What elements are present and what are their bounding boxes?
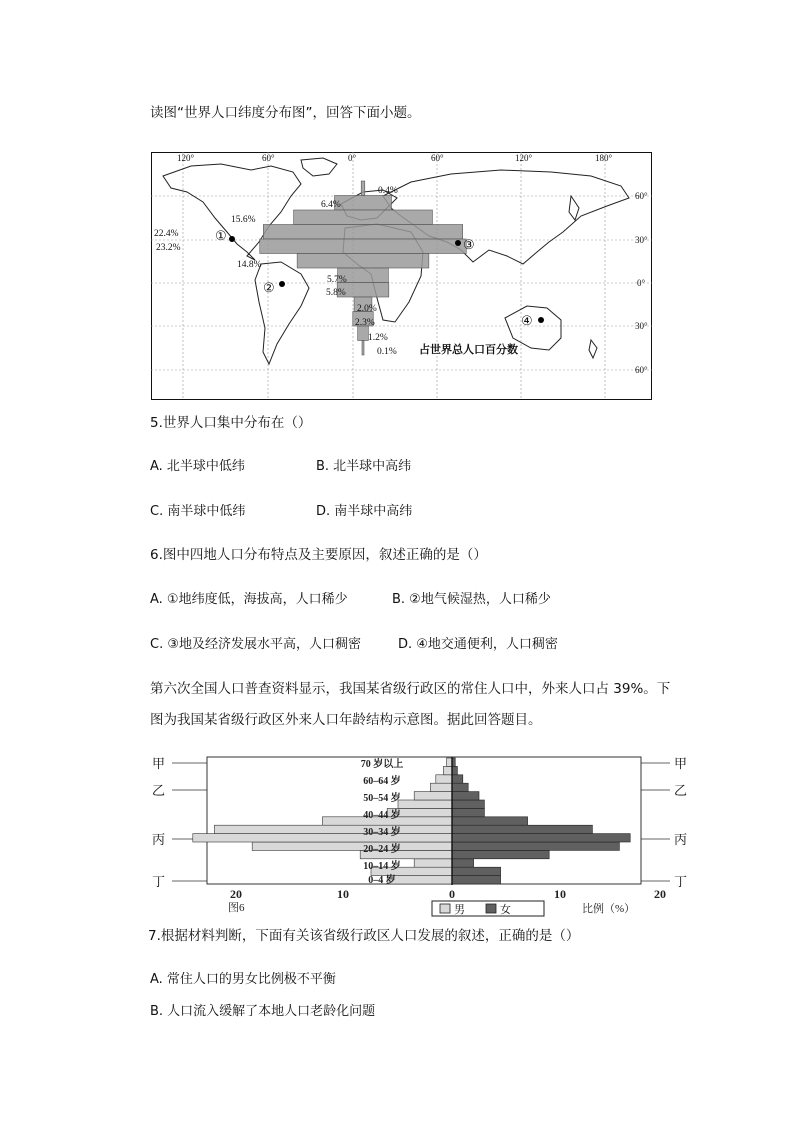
pct-label: 6.4% (321, 200, 341, 210)
pct-label: 0.1% (377, 347, 397, 357)
age-label: 10–14 岁 (363, 861, 401, 872)
latitude-bar (358, 326, 369, 341)
age-label: 30–34 岁 (363, 827, 401, 838)
pct-label: 5.7% (327, 275, 347, 285)
male-bar (443, 766, 452, 774)
female-bar (452, 800, 484, 808)
site-mark-1: ① (215, 228, 227, 243)
female-bar (452, 766, 457, 774)
lon-tick: 120° (177, 153, 195, 163)
male-bar (414, 859, 452, 867)
pct-label: 0.4% (378, 186, 398, 196)
latitude-bar (335, 196, 392, 211)
female-bar (452, 842, 619, 850)
intro-text: 读图“世界人口纬度分布图”，回答下面小题。 (150, 105, 421, 121)
lon-tick: 120° (515, 153, 533, 163)
lat-tick: 60° (635, 191, 648, 201)
x-tick: 20 (654, 887, 666, 901)
female-bar (452, 859, 474, 867)
row-label-yi: 乙 (152, 783, 166, 798)
passage-line-2: 图为我国某省级行政区外来人口年龄结构示意图。据此回答题目。 (150, 712, 542, 728)
latitude-bar (263, 225, 462, 240)
world-population-latitude-map (151, 152, 652, 400)
q6-option-b[interactable]: B. ②地气候湿热，人口稀少 (392, 592, 551, 607)
lon-tick: 60° (431, 153, 444, 163)
lat-tick: 30° (635, 321, 648, 331)
female-bar (452, 825, 592, 833)
pct-label: 15.6% (231, 215, 256, 225)
legend (432, 901, 544, 916)
latitude-bar (361, 181, 365, 196)
site-dot (538, 317, 544, 323)
female-bar (452, 775, 463, 783)
age-label: 40–44 岁 (363, 810, 401, 821)
age-label: 20–24 岁 (363, 844, 401, 855)
pyramid-bars (193, 757, 630, 885)
row-label-jia: 甲 (152, 756, 166, 771)
axis-label: 比例（%） (582, 903, 636, 915)
row-label-ding-right: 丁 (674, 874, 688, 889)
passage-line-1: 第六次全国人口普查资料显示，我国某省级行政区的常住人口中，外来人口占 39%。下 (150, 681, 671, 697)
male-bar (387, 876, 452, 884)
female-bar (452, 817, 528, 825)
female-bar (452, 867, 501, 875)
row-label-jia-right: 甲 (674, 756, 688, 771)
pct-label: 2.3% (355, 318, 375, 328)
male-bar (193, 834, 452, 842)
latitude-bar (362, 341, 364, 356)
lat-tick: 60° (635, 365, 648, 375)
q6-option-a[interactable]: A. ①地纬度低，海拔高，人口稀少 (150, 592, 348, 607)
female-bar (452, 850, 549, 858)
x-tick: 10 (337, 887, 349, 901)
pct-label: 1.2% (368, 333, 388, 343)
q7-option-a[interactable]: A. 常住人口的男女比例极不平衡 (150, 972, 336, 987)
legend-male-swatch (440, 904, 450, 913)
legend-female-label: 女 (500, 904, 511, 916)
q5-option-b[interactable]: B. 北半球中高纬 (316, 459, 412, 474)
age-label: 60–64 岁 (363, 776, 401, 787)
pct-label: 22.4% (154, 229, 179, 239)
female-bar (452, 834, 630, 842)
site-mark-3: ③ (463, 237, 475, 252)
site-dot (229, 236, 235, 242)
q5-option-a[interactable]: A. 北半球中低纬 (150, 459, 245, 474)
row-label-ding: 丁 (152, 874, 166, 889)
age-label: 0–4 岁 (368, 875, 396, 886)
q7-stem: 7.根据材料判断，下面有关该省级行政区人口发展的叙述，正确的是（） (148, 928, 580, 944)
pct-label: 14.8% (237, 260, 262, 270)
pct-label: 2.0% (357, 304, 377, 314)
female-bar (452, 808, 484, 816)
row-label-bing: 丙 (152, 832, 166, 847)
q5-option-c[interactable]: C. 南半球中低纬 (150, 504, 246, 519)
site-mark-2: ② (263, 280, 275, 295)
q5-option-d[interactable]: D. 南半球中高纬 (316, 504, 413, 519)
q5-stem: 5.世界人口集中分布在（） (150, 415, 312, 431)
male-bar (252, 842, 452, 850)
latitude-bar (294, 210, 433, 225)
lon-tick: 60° (262, 153, 275, 163)
lon-tick: 0° (348, 153, 357, 163)
age-structure-pyramid (150, 755, 698, 917)
female-bar (452, 876, 501, 884)
male-bar (436, 775, 452, 783)
male-bar (398, 800, 452, 808)
q6-option-c[interactable]: C. ③地及经济发展水平高，人口稠密 (150, 637, 361, 652)
legend-female-swatch (486, 904, 496, 913)
male-bar (214, 825, 452, 833)
female-bar (452, 792, 479, 800)
site-dot (279, 281, 285, 287)
q6-stem: 6.图中四地人口分布特点及主要原因，叙述正确的是（） (150, 547, 487, 563)
x-tick: 0 (449, 887, 455, 901)
row-label-bing-right: 丙 (674, 832, 688, 847)
figure-label: 图6 (228, 902, 245, 914)
lat-tick: 30° (635, 235, 648, 245)
lon-tick: 180° (595, 153, 613, 163)
age-label: 50–54 岁 (363, 793, 401, 804)
latitude-bar (297, 254, 429, 269)
male-bar (414, 792, 452, 800)
map-caption: 占世界总人口百分数 (419, 344, 518, 356)
x-tick: 10 (554, 887, 566, 901)
row-label-yi-right: 乙 (674, 783, 688, 798)
female-bar (452, 783, 468, 791)
q7-option-b[interactable]: B. 人口流入缓解了本地人口老龄化问题 (150, 1004, 376, 1019)
age-label: 70 岁以上 (360, 759, 404, 770)
pct-label: 23.2% (156, 243, 181, 253)
latitude-bar (260, 239, 466, 254)
lat-tick: 0° (637, 278, 646, 288)
site-dot (455, 240, 461, 246)
pct-label: 5.8% (326, 288, 346, 298)
site-mark-4: ④ (521, 313, 533, 328)
male-bar (447, 758, 452, 766)
x-tick: 20 (230, 887, 242, 901)
male-bar (430, 783, 452, 791)
legend-male-label: 男 (454, 904, 465, 916)
q6-option-d[interactable]: D. ④地交通便利，人口稠密 (398, 637, 558, 652)
